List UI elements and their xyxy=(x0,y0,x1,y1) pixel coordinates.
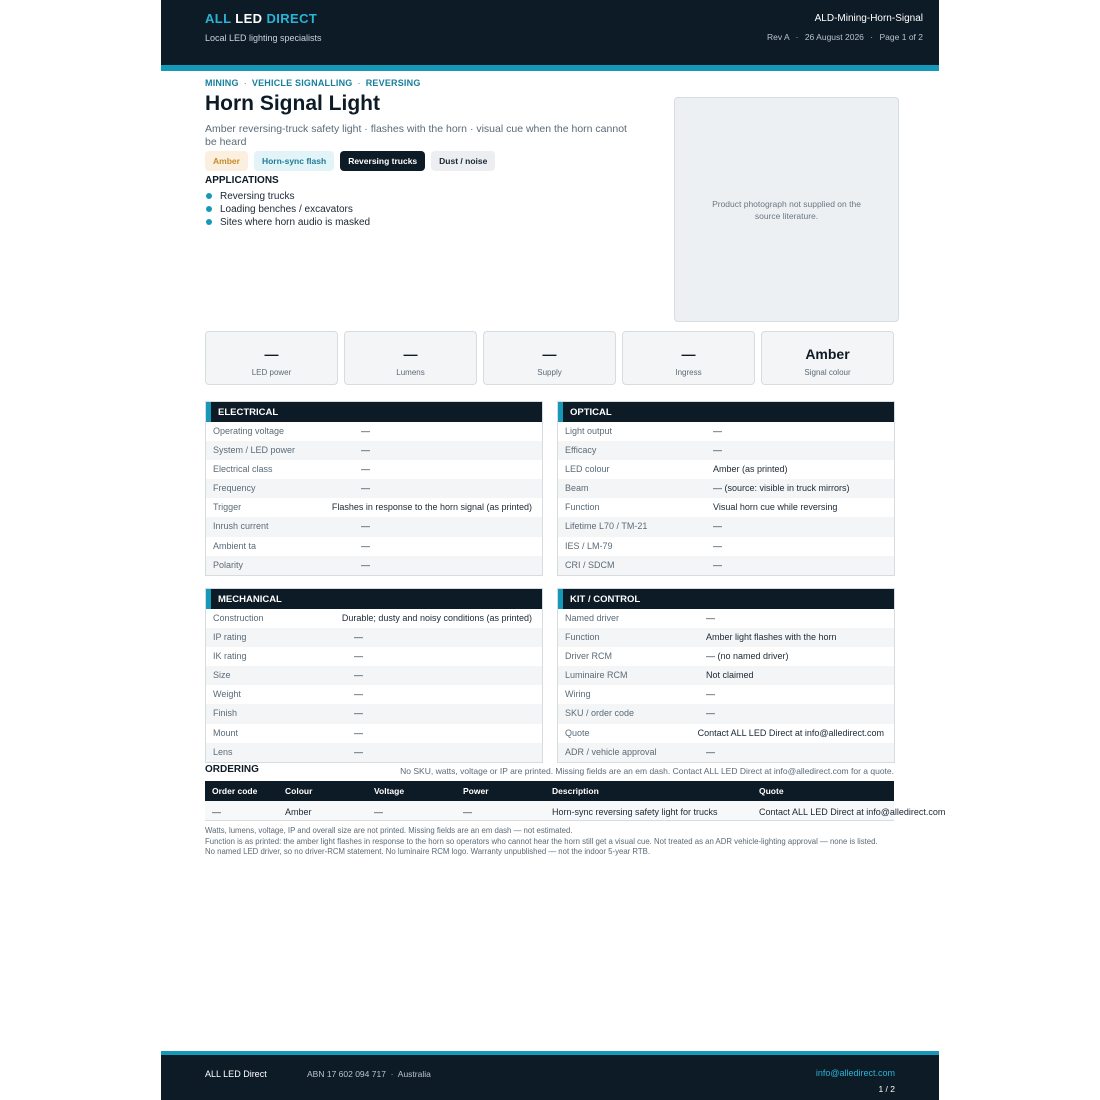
spec-value: — xyxy=(354,689,363,700)
spec-value: — xyxy=(361,521,370,532)
column-header: Description xyxy=(552,786,599,796)
spec-rows xyxy=(558,422,894,575)
product-photo-placeholder xyxy=(674,97,899,322)
key-stats xyxy=(205,331,894,385)
stat-label: Supply xyxy=(537,368,562,377)
abn-number: ABN 17 602 094 717 xyxy=(307,1069,386,1079)
spec-value: Not claimed xyxy=(706,670,754,681)
revision: Rev A xyxy=(767,32,790,42)
spec-value: — (no named driver) xyxy=(706,651,789,662)
tag-chip-dust-noise: Dust / noise xyxy=(431,151,495,171)
issue-date: 26 August 2026 xyxy=(804,32,864,42)
ordering-table xyxy=(205,781,946,821)
photo-placeholder-text: Product photograph not supplied on the source literature. xyxy=(712,198,861,221)
breadcrumb-item: VEHICLE SIGNALLING xyxy=(251,78,353,88)
spec-row xyxy=(206,517,542,536)
spec-row xyxy=(558,704,894,723)
spec-row xyxy=(558,556,894,575)
spec-key: ADR / vehicle approval xyxy=(565,746,657,757)
spec-row xyxy=(558,743,894,762)
page-header xyxy=(161,0,939,71)
spec-key: CRI / SDCM xyxy=(565,559,615,570)
brand-word-led: LED xyxy=(235,11,267,26)
spec-row xyxy=(558,628,894,647)
table-cell: Contact ALL LED Direct at info@alledirect.com xyxy=(759,807,946,817)
spec-row xyxy=(558,441,894,460)
panel-heading: ELECTRICAL xyxy=(206,402,542,422)
stat-card-led-power xyxy=(205,331,338,385)
spec-key: Construction xyxy=(213,613,264,623)
spec-value: — xyxy=(706,689,715,700)
stat-label: LED power xyxy=(251,368,292,377)
footer-company: ALL LED Direct xyxy=(205,1069,267,1079)
tag-chip-horn-sync: Horn-sync flash xyxy=(254,151,334,171)
optical-panel xyxy=(557,401,895,576)
stat-label: Signal colour xyxy=(804,368,851,377)
brand-word-all: ALL xyxy=(205,11,236,26)
column-header: Quote xyxy=(759,786,784,796)
spec-row xyxy=(206,609,542,628)
spec-key: Weight xyxy=(213,689,241,700)
stat-value: — xyxy=(681,346,696,362)
spec-key: Mount xyxy=(213,727,239,738)
spec-value: — (source: visible in truck mirrors) xyxy=(713,483,850,494)
list-item: Reversing trucks xyxy=(205,190,370,203)
spec-key: Frequency xyxy=(213,483,256,494)
spec-key: Electrical class xyxy=(213,464,273,475)
footer-page-number: 1 / 2 xyxy=(878,1084,895,1094)
ordering-note: No SKU, watts, voltage or IP are printed. Missing fields are an em dash. Contact ALL LED Direct at info@alledirect.com for a quote. xyxy=(400,766,894,776)
spec-value: — xyxy=(361,464,370,475)
spec-key: Wiring xyxy=(565,689,591,700)
electrical-panel xyxy=(205,401,543,576)
panel-heading: MECHANICAL xyxy=(206,589,542,609)
spec-value: Visual horn cue while reversing xyxy=(713,502,838,513)
spec-key: Luminaire RCM xyxy=(565,670,628,681)
spec-value: — xyxy=(361,426,370,436)
spec-key: Size xyxy=(213,670,231,681)
footnote: Watts, lumens, voltage, IP and overall size are not printed. Missing fields are an em dash — not estimated. xyxy=(205,826,573,835)
footer-abn xyxy=(307,1069,431,1079)
column-header: Order code xyxy=(212,786,258,796)
spec-key: Efficacy xyxy=(565,445,597,456)
spec-row xyxy=(206,704,542,723)
spec-row xyxy=(558,666,894,685)
table-cell: — xyxy=(374,807,383,817)
brand-logo xyxy=(205,11,317,26)
stat-card-supply xyxy=(483,331,616,385)
list-item: Sites where horn audio is masked xyxy=(205,216,370,229)
table-cell: — xyxy=(463,807,472,817)
spec-key: Finish xyxy=(213,708,238,719)
meta-separator: · xyxy=(795,32,799,42)
spec-key: Operating voltage xyxy=(213,426,285,436)
spec-key: System / LED power xyxy=(213,445,296,456)
brand-tagline: Local LED lighting specialists xyxy=(205,33,322,43)
spec-row xyxy=(206,422,542,441)
spec-row xyxy=(558,537,894,556)
page-indicator: Page 1 of 2 xyxy=(879,32,923,42)
spec-key: SKU / order code xyxy=(565,708,635,719)
spec-value: Durable; dusty and noisy conditions (as printed) xyxy=(341,613,532,623)
page-footer xyxy=(161,1051,939,1100)
spec-row xyxy=(206,479,542,498)
tag-list xyxy=(205,151,495,171)
breadcrumb-separator: · xyxy=(243,78,247,88)
tag-chip-amber: Amber xyxy=(205,151,248,171)
spec-row xyxy=(206,685,542,704)
spec-key: Function xyxy=(565,632,600,643)
spec-key: Ambient ta xyxy=(213,540,257,551)
spec-value: — xyxy=(713,559,722,570)
spec-key: Driver RCM xyxy=(565,651,612,662)
spec-value: — xyxy=(361,445,370,456)
ordering-heading: ORDERING xyxy=(205,764,259,775)
table-cell: Amber xyxy=(285,807,312,817)
spec-rows xyxy=(206,422,542,575)
footer-country: Australia xyxy=(397,1069,431,1079)
spec-value: — xyxy=(713,540,722,551)
table-cell: — xyxy=(212,807,221,817)
spec-key: Lifetime L70 / TM-21 xyxy=(565,521,648,532)
spec-value: — xyxy=(713,521,722,532)
spec-value: Contact ALL LED Direct at info@alledirect.com xyxy=(697,727,884,738)
spec-row xyxy=(558,498,894,517)
datasheet-page xyxy=(161,0,946,1100)
spec-row xyxy=(558,685,894,704)
product-subtitle: Amber reversing-truck safety light · flashes with the horn · visual cue when the horn cannot be heard xyxy=(205,123,627,148)
breadcrumb-item: REVERSING xyxy=(365,78,421,88)
spec-row xyxy=(558,724,894,743)
applications-heading: APPLICATIONS xyxy=(205,175,279,186)
breadcrumb xyxy=(205,78,421,88)
spec-key: Trigger xyxy=(213,502,242,513)
spec-row xyxy=(558,647,894,666)
spec-key: Inrush current xyxy=(213,521,269,532)
brand-word-direct: DIRECT xyxy=(266,11,318,26)
spec-key: Quote xyxy=(565,727,590,738)
spec-key: LED colour xyxy=(565,464,610,475)
kit-control-panel xyxy=(557,588,895,763)
stat-label: Lumens xyxy=(396,368,425,377)
list-item: Loading benches / excavators xyxy=(205,203,370,216)
panel-heading: OPTICAL xyxy=(558,402,894,422)
spec-key: IP rating xyxy=(213,632,247,643)
stat-card-signal-colour xyxy=(761,331,894,385)
spec-value: — xyxy=(354,670,363,681)
document-id: ALD-Mining-Horn-Signal xyxy=(814,13,923,24)
stat-label: Ingress xyxy=(675,368,702,377)
spec-key: IK rating xyxy=(213,651,247,662)
spec-row xyxy=(206,498,542,517)
table-cell: Horn-sync reversing safety light for trucks xyxy=(552,807,718,817)
footnotes xyxy=(205,826,895,858)
spec-key: Function xyxy=(565,502,600,513)
spec-value: — xyxy=(361,540,370,551)
spec-value: — xyxy=(354,632,363,643)
spec-row xyxy=(206,460,542,479)
spec-key: Lens xyxy=(213,746,233,757)
footer-email-link[interactable]: info@alledirect.com xyxy=(815,1068,895,1078)
spec-row xyxy=(206,441,542,460)
table-header-row xyxy=(205,781,894,801)
meta-separator: · xyxy=(870,32,874,42)
column-header: Power xyxy=(463,786,489,796)
spec-value: — xyxy=(713,426,722,436)
spec-value: — xyxy=(706,613,715,623)
applications-list xyxy=(205,190,370,229)
spec-value: — xyxy=(713,445,722,456)
footnote: No named LED driver, so no driver-RCM statement. No luminaire RCM logo. Warranty unpublished — not the indoor 5-year RTB. xyxy=(205,847,651,856)
stat-value: — xyxy=(403,346,418,362)
spec-value: — xyxy=(354,708,363,719)
column-header: Colour xyxy=(285,786,313,796)
spec-value: Amber light flashes with the horn xyxy=(706,632,837,643)
spec-value: — xyxy=(361,483,370,494)
spec-row xyxy=(206,743,542,762)
document-meta xyxy=(763,32,923,42)
spec-key: Polarity xyxy=(213,559,244,570)
spec-value: — xyxy=(354,746,363,757)
spec-row xyxy=(558,422,894,441)
spec-row xyxy=(206,556,542,575)
footnote: Function is as printed: the amber light flashes in response to the horn so operators who cannot hear the horn still get a visual cue. Not treated as an ADR vehicle-lighting approval — none is listed. xyxy=(205,836,878,846)
spec-key: Named driver xyxy=(565,613,620,623)
spec-key: Light output xyxy=(565,426,613,436)
stat-card-lumens xyxy=(344,331,477,385)
tag-chip-reversing-trucks: Reversing trucks xyxy=(340,151,425,171)
table-row xyxy=(205,801,946,821)
spec-value: Amber (as printed) xyxy=(713,464,788,475)
mechanical-panel xyxy=(205,588,543,763)
spec-rows xyxy=(558,609,894,762)
spec-value: — xyxy=(354,651,363,662)
spec-value: — xyxy=(361,559,370,570)
spec-value: — xyxy=(354,727,363,738)
spec-value: — xyxy=(706,746,715,757)
stat-value: Amber xyxy=(805,346,850,362)
spec-row xyxy=(206,666,542,685)
spec-row xyxy=(206,628,542,647)
page-title: Horn Signal Light xyxy=(205,92,380,115)
spec-row xyxy=(558,460,894,479)
panel-heading: KIT / CONTROL xyxy=(558,589,894,609)
breadcrumb-item: MINING xyxy=(205,78,239,88)
spec-key: Beam xyxy=(565,483,589,494)
stat-value: — xyxy=(264,346,279,362)
spec-value: Flashes in response to the horn signal (as printed) xyxy=(331,502,532,513)
column-header: Voltage xyxy=(374,786,405,796)
spec-row xyxy=(206,724,542,743)
spec-row xyxy=(206,537,542,556)
stat-value: — xyxy=(542,346,557,362)
footer-separator: · xyxy=(390,1069,394,1079)
spec-value: — xyxy=(706,708,715,719)
spec-row xyxy=(558,479,894,498)
spec-row xyxy=(206,647,542,666)
stat-card-ingress xyxy=(622,331,755,385)
spec-rows xyxy=(206,609,542,762)
spec-row xyxy=(558,517,894,536)
spec-row xyxy=(558,609,894,628)
breadcrumb-separator: · xyxy=(357,78,361,88)
spec-key: IES / LM-79 xyxy=(565,540,613,551)
